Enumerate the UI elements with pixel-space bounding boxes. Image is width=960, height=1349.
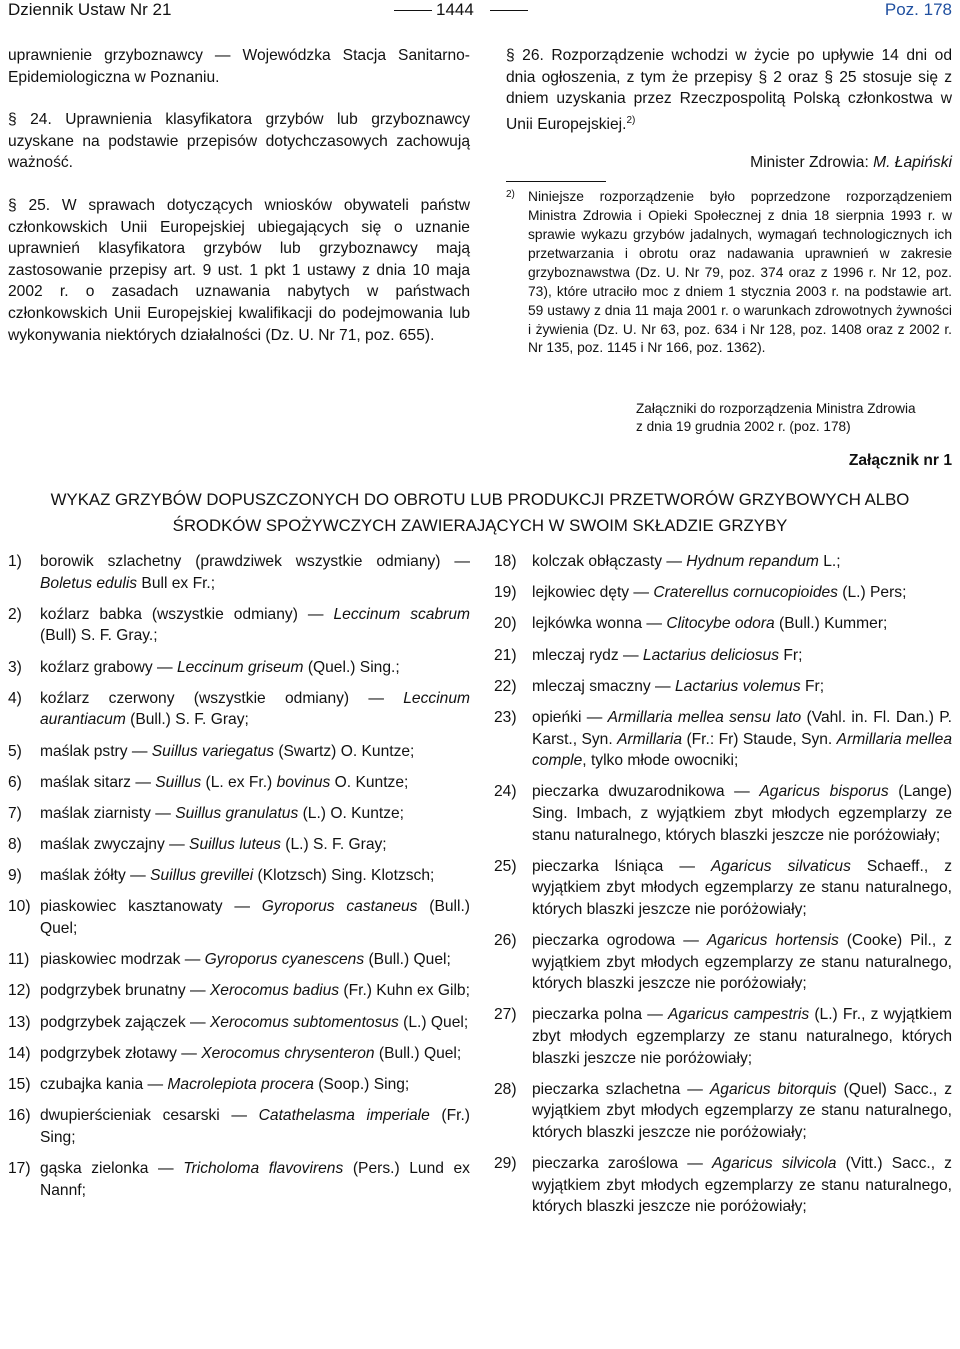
- header-dash-left: [394, 10, 432, 11]
- list-item-number: 7): [8, 804, 22, 822]
- paragraph-25: § 25. W sprawach dotyczących wniosków obywateli państw członkowskich Unii Europejskiej ubiegających się o uznanie uprawnień klasyfikatora grzybów lub grzyboznawcy mają zastosowanie przepisy art. 9 ust. 1 pkt 1 ustawy z dnia 10 maja 2002 r. o zasadach uznawania nabytych w państwach członkowskich Unii Europejskiej kwalifikacji do podejmowania lub wykonywania niektórych działalności (Dz. U. Nr 71, poz. 655).: [8, 196, 470, 344]
- attachments-note: [636, 400, 952, 436]
- species-latin-name: Boletus edulis: [40, 574, 138, 592]
- species-latin-name: Armillaria: [617, 730, 683, 748]
- species-latin-name: Catathelasma imperiale: [258, 1107, 430, 1125]
- species-latin-name: Agaricus silvaticus: [710, 857, 851, 875]
- species-text: (Soop.) Sing;: [313, 1076, 410, 1093]
- species-text: maślak żółty —: [40, 867, 151, 885]
- list-item: [494, 1153, 952, 1218]
- footnote-divider: [506, 181, 606, 182]
- species-text: maślak zwyczajny —: [40, 836, 190, 854]
- species-text: gąska zielonka —: [40, 1159, 184, 1177]
- species-latin-name: Armillaria mellea comple: [532, 730, 952, 770]
- species-text: pieczarka ogrodowa —: [532, 932, 707, 950]
- list-item: [8, 1043, 470, 1065]
- species-latin-name: Suillus granulatus: [175, 804, 299, 822]
- species-text: Fr;: [779, 646, 803, 664]
- list-item-number: 2): [8, 605, 22, 623]
- species-text: (Pers.) Lund ex Nannf;: [40, 1159, 470, 1199]
- list-item-number: 15): [8, 1076, 31, 1093]
- species-text: (Bull.) Quel;: [374, 1044, 462, 1062]
- signature: [506, 152, 952, 174]
- species-text: (L.) O. Kuntze;: [298, 804, 405, 822]
- list-item-number: 14): [8, 1044, 31, 1062]
- list-title: [0, 487, 960, 539]
- list-item-number: 28): [494, 1080, 517, 1098]
- list-item-number: 29): [494, 1155, 517, 1173]
- species-text: (Bull) S. F. Gray.;: [40, 627, 158, 645]
- list-item: [494, 1004, 952, 1069]
- species-latin-name: Hydnum repandum: [686, 553, 819, 570]
- species-text: koźlarz grabowy —: [40, 658, 177, 676]
- list-item-number: 27): [494, 1006, 517, 1024]
- species-text: O. Kuntze;: [330, 773, 409, 791]
- mushroom-list-right: [494, 551, 952, 1228]
- species-latin-name: Lactarius deliciosus: [642, 646, 780, 664]
- species-text: (Bull.) Quel;: [40, 898, 470, 938]
- list-item-number: 9): [8, 867, 22, 885]
- species-text: (L.) S. F. Gray;: [280, 836, 387, 854]
- list-item: [8, 803, 470, 825]
- species-text: (L.) Quel;: [398, 1013, 469, 1031]
- left-column: [8, 45, 470, 346]
- list-item-number: 16): [8, 1107, 31, 1125]
- species-text: (Cooke) Pil., z wyjątkiem zbyt młodych egzemplarzy ze stanu naturalnego, których blaszki jeszcze nie poróżowiały;: [532, 932, 952, 993]
- species-text: (Bull.) Kummer;: [774, 615, 888, 633]
- list-item: [8, 896, 470, 939]
- list-item: [494, 781, 952, 846]
- species-text: dwupierścieniak cesarski —: [40, 1107, 259, 1125]
- list-item-number: 4): [8, 689, 22, 707]
- list-item-number: 24): [494, 783, 517, 801]
- species-text: pieczarka lśniąca —: [532, 857, 711, 875]
- species-text: koźlarz babka (wszystkie odmiany) —: [40, 605, 334, 623]
- species-text: (Vahl. in. Fl. Dan.) P. Karst., Syn.: [532, 708, 952, 748]
- species-text: (L.) Pers;: [837, 584, 907, 602]
- paragraph-continuation: uprawnienie grzyboznawcy — Wojewódzka Stacja Sanitarno-Epidemiologiczna w Poznaniu.: [8, 47, 470, 86]
- list-item-number: 13): [8, 1013, 31, 1031]
- species-latin-name: Xerocomus badius: [209, 982, 340, 1000]
- list-item: [494, 1079, 952, 1144]
- species-text: (Bull.) Quel;: [364, 951, 451, 969]
- right-column: [506, 45, 952, 358]
- list-item-number: 3): [8, 658, 22, 676]
- species-latin-name: Agaricus silvicola: [712, 1155, 837, 1173]
- species-text: L.;: [818, 553, 841, 570]
- species-text: (L.) Fr., z wyjątkiem zbyt młodych egzemplarzy ze stanu naturalnego, których blaszki jeszcze nie poróżowiały;: [532, 1006, 952, 1067]
- list-item: [494, 582, 952, 604]
- list-item: [494, 707, 952, 772]
- species-text: (Lange) Sing. Imbach, z wyjątkiem zbyt młodych egzemplarzy ze stanu naturalnego, których blaszki jeszcze nie poróżowiały;: [532, 783, 952, 844]
- list-item: [494, 551, 952, 573]
- list-item: [494, 856, 952, 921]
- list-item: [8, 772, 470, 794]
- species-text: Schaeff., z wyjątkiem zbyt młodych egzemplarzy ze stanu naturalnego, których blaszki jeszcze nie poróżowiały;: [532, 857, 952, 918]
- list-item-number: 10): [8, 898, 31, 916]
- signature-role: Minister Zdrowia:: [750, 153, 874, 171]
- species-text: (Bull.) S. F. Gray;: [125, 711, 249, 729]
- species-text: mleczaj smaczny —: [532, 677, 675, 695]
- list-item-number: 12): [8, 982, 31, 1000]
- species-text: maślak pstry —: [40, 742, 152, 760]
- species-latin-name: Xerocomus chrysenteron: [201, 1044, 375, 1062]
- species-text: pieczarka dwuzarodnikowa —: [532, 783, 760, 801]
- species-latin-name: Suillus: [155, 773, 202, 791]
- paragraph-26-text: § 26. Rozporządzenie wchodzi w życie po upływie 14 dni od dnia ogłoszenia, z tym że przepisy § 2 oraz § 25 stosuje się z dniem uzyskania przez Rzeczpospolitą Polską członkostwa w Unii Europejskiej.: [506, 47, 952, 133]
- species-latin-name: Leccinum scabrum: [333, 605, 470, 623]
- species-latin-name: Agaricus hortensis: [706, 932, 839, 950]
- page-header: [8, 0, 952, 22]
- species-latin-name: Suillus grevillei: [150, 867, 254, 885]
- list-item-number: 23): [494, 708, 517, 726]
- species-latin-name: bovinus: [276, 773, 331, 791]
- species-latin-name: Leccinum aurantiacum: [40, 689, 470, 729]
- species-latin-name: Agaricus bitorquis: [709, 1080, 837, 1098]
- species-latin-name: Macrolepiota procera: [167, 1076, 314, 1093]
- list-item-number: 20): [494, 615, 517, 633]
- species-text: (L. ex Fr.): [201, 773, 277, 791]
- footnote-text: Niniejsze rozporządzenie było poprzedzone rozporządzeniem Ministra Zdrowia i Opieki Społecznej z dnia 18 sierpnia 1993 r. w sprawie wykazu grzybów jadalnych, wymagań technologicznych ich przetwarzania i obrotu oraz nadawania uprawnień w zakresie grzyboznawstwa (Dz. U. Nr 79, poz. 374 oraz z 1996 r. Nr 12, poz. 73), które utraciło moc z dniem 1 stycznia 2003 r. na podstawie art. 59 ustawy z dnia 11 maja 2001 r. o warunkach zdrowotnych żywności i żywienia (Dz. U. Nr 63, poz. 634 i Nr 128, poz. 1408 oraz z 2002 r. Nr 135, poz. 1145 i Nr 166, poz. 1362).: [528, 189, 952, 356]
- species-latin-name: Leccinum griseum: [176, 658, 304, 676]
- species-latin-name: Lactarius volemus: [674, 677, 801, 695]
- signature-name: M. Łapiński: [873, 153, 952, 171]
- footnote: [506, 188, 952, 358]
- species-text: piaskowiec kasztanowaty —: [40, 898, 262, 916]
- species-text: Fr;: [800, 677, 825, 695]
- species-text: maślak sitarz —: [40, 773, 156, 791]
- list-item-number: 21): [494, 646, 517, 664]
- species-text: lejkowiec dęty —: [532, 584, 654, 602]
- species-text: (Quel.) Sing.;: [303, 658, 400, 676]
- species-text: (Swartz) O. Kuntze;: [274, 742, 415, 760]
- species-text: podgrzybek brunatny —: [40, 982, 210, 1000]
- species-text: (Fr.) Sing;: [40, 1107, 470, 1146]
- species-text: piaskowiec modrzak —: [40, 951, 205, 969]
- list-item: [8, 604, 470, 647]
- species-latin-name: Suillus variegatus: [151, 742, 274, 760]
- list-item-number: 8): [8, 836, 22, 854]
- species-text: mleczaj rydz —: [532, 646, 643, 664]
- species-text: podgrzybek zajączek —: [40, 1013, 210, 1031]
- species-text: pieczarka zaroślowa —: [532, 1155, 712, 1173]
- footnote-ref: 2): [626, 114, 636, 126]
- mushroom-list-left: [8, 551, 470, 1211]
- list-item-number: 25): [494, 857, 517, 875]
- species-text: opieńki —: [532, 708, 608, 726]
- species-text: (Fr.: Fr) Staude, Syn.: [682, 730, 837, 748]
- list-item-number: 17): [8, 1159, 31, 1177]
- list-item-number: 26): [494, 932, 517, 950]
- list-item: [8, 865, 470, 887]
- paragraph-26: [506, 45, 952, 136]
- species-latin-name: Suillus luteus: [189, 836, 281, 854]
- list-item-number: 22): [494, 677, 517, 695]
- list-item: [494, 645, 952, 667]
- attachments-note-line1: Załączniki do rozporządzenia Ministra Zdrowia: [636, 401, 916, 416]
- list-item: [8, 551, 470, 594]
- species-latin-name: Armillaria mellea sensu lato: [607, 708, 802, 726]
- list-item-number: 6): [8, 773, 22, 791]
- species-text: podgrzybek złotawy —: [40, 1044, 202, 1062]
- list-item: [494, 613, 952, 635]
- list-item: [8, 949, 470, 971]
- list-item: [494, 930, 952, 995]
- species-text: pieczarka polna —: [532, 1006, 668, 1024]
- species-text: maślak ziarnisty —: [40, 804, 176, 822]
- list-item: [8, 741, 470, 763]
- species-text: Bull ex Fr.;: [137, 574, 216, 592]
- list-item: [8, 1105, 470, 1148]
- species-text: czubajka kania —: [40, 1076, 168, 1093]
- list-item: [8, 1158, 470, 1201]
- list-item-number: 1): [8, 553, 22, 570]
- species-text: koźlarz czerwony (wszystkie odmiany) —: [40, 689, 404, 707]
- species-text: kolczak obłączasty —: [532, 553, 687, 570]
- species-text: , tylko młode owocniki;: [582, 752, 739, 770]
- list-item: [8, 657, 470, 679]
- header-dash-right: [490, 10, 528, 11]
- attachments-note-line2: z dnia 19 grudnia 2002 r. (poz. 178): [636, 419, 851, 434]
- species-latin-name: Gyroporus cyanescens: [204, 951, 365, 969]
- list-item-number: 5): [8, 742, 22, 760]
- list-item-number: 19): [494, 584, 517, 602]
- species-latin-name: Clitocybe odora: [666, 615, 775, 633]
- species-latin-name: Xerocomus subtomentosus: [209, 1013, 399, 1031]
- list-title-line1: WYKAZ GRZYBÓW DOPUSZCZONYCH DO OBROTU LUB PRODUKCJI PRZETWORÓW GRZYBOWYCH ALBO: [50, 490, 910, 509]
- journal-title: Dziennik Ustaw Nr 21: [8, 0, 172, 19]
- list-item: [8, 980, 470, 1002]
- footnote-mark: 2): [506, 189, 515, 201]
- list-item: [8, 834, 470, 856]
- list-title-line2: ŚRODKÓW SPOŻYWCZYCH ZAWIERAJĄCYCH W SWOIM SKŁADZIE GRZYBY: [172, 516, 788, 535]
- species-latin-name: Tricholoma flavovirens: [183, 1159, 344, 1177]
- list-item: [8, 688, 470, 731]
- list-item: [8, 1074, 470, 1096]
- species-text: (Quel) Sacc., z wyjątkiem zbyt młodych egzemplarzy ze stanu naturalnego, których blaszki jeszcze nie poróżowiały;: [532, 1080, 952, 1141]
- species-text: (Vitt.) Sacc., z wyjątkiem zbyt młodych egzemplarzy ze stanu naturalnego, których blaszki jeszcze nie poróżowiały;: [532, 1155, 952, 1216]
- list-item-number: 18): [494, 553, 517, 570]
- species-latin-name: Agaricus bisporus: [759, 783, 889, 801]
- annex-label: Załącznik nr 1: [848, 452, 952, 469]
- list-item: [494, 676, 952, 698]
- position-number: Poz. 178: [884, 0, 952, 19]
- species-latin-name: Craterellus cornucopioides: [653, 584, 838, 602]
- page-number: 1444: [436, 0, 474, 19]
- list-item-number: 11): [8, 951, 30, 969]
- list-item: [8, 1012, 470, 1034]
- species-text: borowik szlachetny (prawdziwek wszystkie odmiany) —: [40, 553, 470, 570]
- species-text: pieczarka szlachetna —: [532, 1080, 710, 1098]
- paragraph-24: § 24. Uprawnienia klasyfikatora grzybów lub grzyboznawcy uzyskane na podstawie przepisów dotychczasowych zachowują ważność.: [8, 111, 470, 172]
- species-text: lejkówka wonna —: [532, 615, 667, 633]
- species-latin-name: Agaricus campestris: [667, 1006, 810, 1024]
- species-latin-name: Gyroporus castaneus: [261, 898, 418, 916]
- species-text: (Fr.) Kuhn ex Gilb;: [339, 982, 470, 1000]
- species-text: (Klotzsch) Sing. Klotzsch;: [253, 867, 435, 885]
